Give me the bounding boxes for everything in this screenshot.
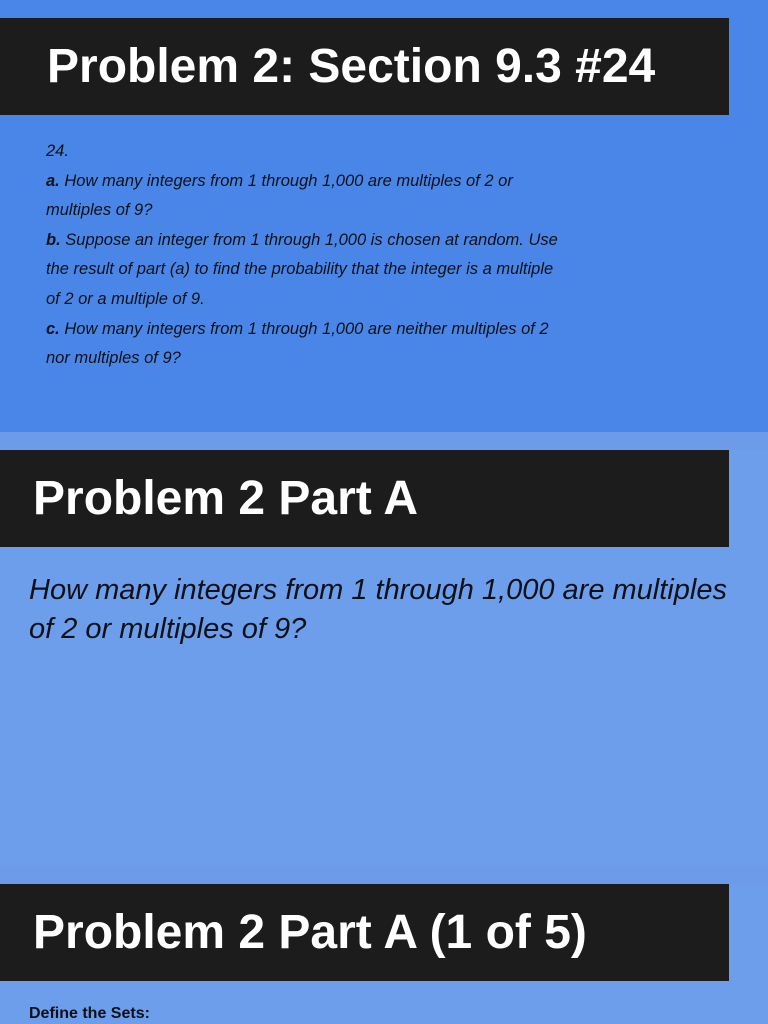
part-c — [46, 315, 566, 374]
slide-1 — [0, 0, 768, 432]
slide-2-title: Problem 2 Part A — [0, 450, 729, 547]
slide-2 — [0, 450, 768, 865]
slide-3 — [0, 884, 768, 1024]
slide-1-body — [46, 137, 566, 374]
part-b-label: b. — [46, 230, 61, 249]
part-b — [46, 226, 566, 315]
slide-3-title: Problem 2 Part A (1 of 5) — [0, 884, 729, 981]
problem-number: 24. — [46, 142, 69, 160]
part-a — [46, 167, 566, 226]
part-c-label: c. — [46, 319, 60, 338]
part-a-label: a. — [46, 171, 60, 190]
slide-2-body: How many integers from 1 through 1,000 are multiples of 2 or multiples of 9? — [29, 574, 727, 645]
slide-3-body: Define the Sets: — [29, 1005, 150, 1022]
part-c-text: How many integers from 1 through 1,000 are neither multiples of 2 nor multiples of 9? — [46, 319, 549, 368]
slide-1-title: Problem 2: Section 9.3 #24 — [0, 18, 729, 115]
part-b-text: Suppose an integer from 1 through 1,000 is chosen at random. Use the result of part (a) to find the probability that the integer is a multiple of 2 or a multiple of 9. — [46, 230, 558, 308]
part-a-text: How many integers from 1 through 1,000 are multiples of 2 or multiples of 9? — [46, 171, 513, 220]
